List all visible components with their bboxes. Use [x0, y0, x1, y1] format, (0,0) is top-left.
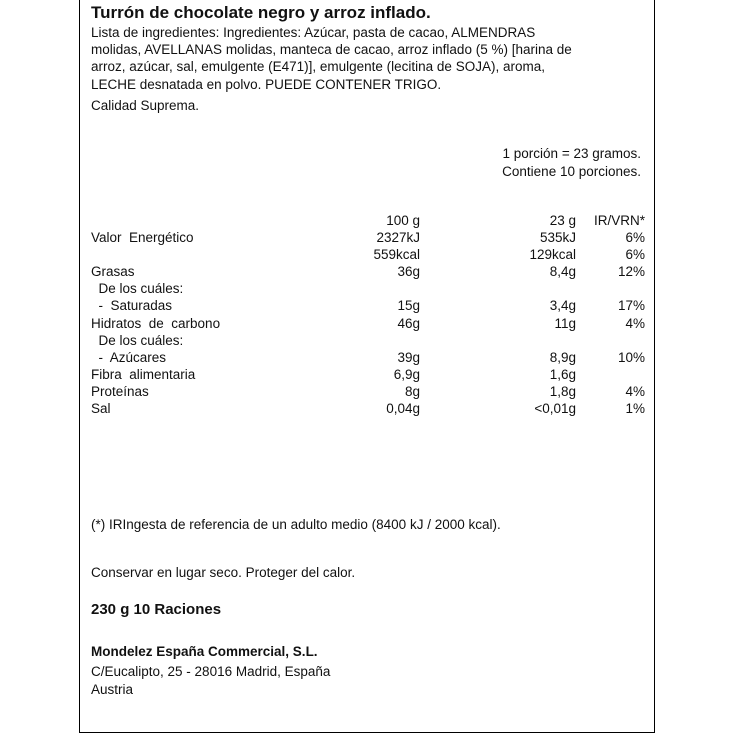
value-per-100g: 0,04g — [386, 401, 420, 417]
nutrition-header-row — [91, 212, 645, 229]
ingredients-list — [91, 24, 641, 93]
nutrition-row — [91, 366, 645, 383]
product-label — [79, 0, 655, 733]
nutrition-row — [91, 280, 645, 297]
nutrition-row — [91, 383, 645, 400]
value-per-100g: 559kcal — [373, 247, 420, 263]
nutrient-label: Grasas — [91, 264, 135, 280]
nutrition-row — [91, 229, 645, 246]
nutrient-label: Valor Energético — [91, 230, 194, 246]
ingredients-line: molidas, AVELLANAS molidas, manteca de cacao, arroz inflado (5 %) [harina de — [91, 42, 572, 58]
portion-count: Contiene 10 porciones. — [502, 163, 641, 179]
nutrient-label: Fibra alimentaria — [91, 366, 196, 382]
value-per-100g: 6,9g — [393, 366, 420, 382]
value-per-100g: 46g — [397, 315, 420, 331]
header-ir: IR/VRN* — [593, 213, 645, 228]
portion-info — [502, 145, 641, 180]
value-per-portion: 1,8g — [549, 383, 576, 399]
ingredients-line: arroz, azúcar, sal, emulgente (E471)], emulgente (lecitina de SOJA), aroma, — [91, 59, 545, 75]
value-ir: 4% — [625, 383, 645, 399]
footnote: (*) IRIngesta de referencia de un adulto medio (8400 kJ / 2000 kcal). — [91, 517, 501, 532]
header-per-portion: 23 g — [549, 213, 576, 228]
manufacturer-address-block — [91, 663, 330, 698]
header-per100: 100 g — [386, 213, 420, 228]
nutrient-label: - Azúcares — [91, 349, 167, 365]
value-per-100g: 2327kJ — [376, 230, 420, 246]
value-per-100g: 39g — [397, 349, 420, 365]
nutrient-label: De los cuáles: — [91, 332, 184, 348]
value-per-portion: 535kJ — [539, 230, 576, 246]
storage-instructions: Conservar en lugar seco. Proteger del calor. — [91, 565, 356, 580]
value-ir: 12% — [617, 264, 645, 280]
ingredients-line: LECHE desnatada en polvo. PUEDE CONTENER TRIGO. — [91, 76, 442, 92]
value-per-portion: 8,9g — [549, 349, 576, 365]
value-ir: 1% — [625, 401, 645, 417]
nutrition-row — [91, 400, 645, 417]
nutrition-row — [91, 332, 645, 349]
nutrition-row — [91, 315, 645, 332]
value-ir: 10% — [617, 349, 645, 365]
value-per-portion: 3,4g — [549, 298, 576, 314]
quality-text: Calidad Suprema. — [91, 98, 200, 113]
manufacturer-address: C/Eucalipto, 25 - 28016 Madrid, España — [91, 664, 331, 679]
nutrition-row — [91, 246, 645, 263]
nutrition-table — [91, 212, 645, 417]
value-per-portion: 8,4g — [549, 264, 576, 280]
nutrition-row — [91, 263, 645, 280]
value-ir: 6% — [625, 230, 645, 246]
nutrition-row — [91, 349, 645, 366]
value-per-portion: <0,01g — [534, 401, 576, 417]
manufacturer-name: Mondelez España Commercial, S.L. — [91, 644, 318, 659]
value-per-100g: 36g — [397, 264, 420, 280]
value-ir: 4% — [625, 315, 645, 331]
value-per-portion: 11g — [554, 315, 576, 331]
value-per-portion: 129kcal — [529, 247, 576, 263]
value-ir: 17% — [617, 298, 645, 314]
nutrient-label: Hidratos de carbono — [91, 315, 221, 331]
value-ir: 6% — [625, 247, 645, 263]
ingredients-line: Lista de ingredientes: Ingredientes: Azúcar, pasta de cacao, ALMENDRAS — [91, 25, 536, 40]
value-per-100g: 15g — [397, 298, 420, 314]
portion-size: 1 porción = 23 gramos. — [502, 146, 641, 161]
net-weight: 230 g 10 Raciones — [91, 601, 222, 618]
country-of-origin: Austria — [91, 681, 134, 697]
nutrient-label: De los cuáles: — [91, 281, 184, 297]
nutrition-row — [91, 297, 645, 314]
nutrient-label: Proteínas — [91, 383, 149, 399]
nutrient-label: - Saturadas — [91, 298, 173, 314]
product-title: Turrón de chocolate negro y arroz inflado. — [91, 3, 431, 22]
value-per-portion: 1,6g — [549, 366, 576, 382]
value-per-100g: 8g — [404, 383, 420, 399]
nutrient-label: Sal — [91, 401, 111, 417]
